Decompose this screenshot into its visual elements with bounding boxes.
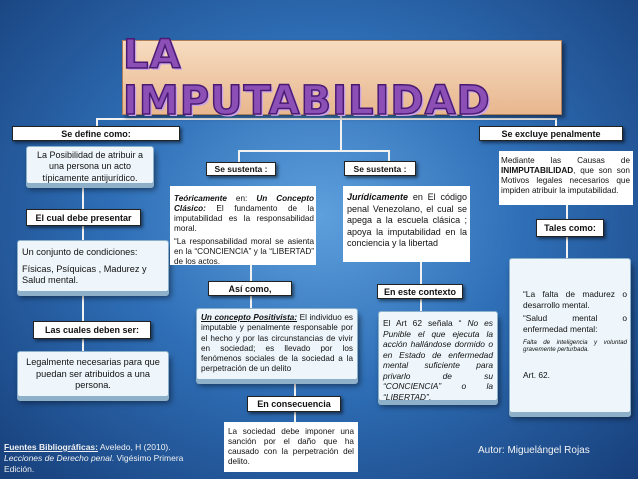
article-card: [378, 311, 498, 401]
item-2: “Salud mental o enfermedad mental:: [523, 312, 627, 334]
asi-como-header-label: Así como,: [228, 283, 272, 294]
such-as-header: [536, 219, 604, 237]
sustenta-header-1-label: Se sustenta :: [214, 164, 268, 174]
theoretical-quote: “La responsabilidad moral se asienta en la “CONCIENCIA” y la “LIBERTAD” de los actos.: [174, 237, 314, 266]
sustenta-header-2-label: Se sustenta :: [353, 163, 407, 174]
consequence-box: [224, 422, 358, 472]
sources-label: Fuentes Bibliográficas:: [4, 442, 98, 452]
exclude-rest: , que son son Motivos legales necesarios que impiden atribuir la imputabilidad.: [501, 166, 630, 195]
connector-left-2: [82, 226, 84, 240]
define-text: La Posibilidad de atribuir a una persona un acto típicamente antijurídico.: [36, 150, 144, 183]
connector-mid-stem: [340, 119, 342, 152]
present-header-label: El cual debe presentar: [35, 212, 132, 223]
theoretical-rest: El fundamento de la imputabilidad es la responsabilidad moral.: [174, 204, 314, 233]
exclude-bold: INIMPUTABILIDAD: [501, 166, 574, 175]
juridical-box: [343, 186, 470, 262]
article-end: .: [428, 391, 432, 402]
conditions-line2: Físicas, Psíquicas , Madurez y Salud mental.: [22, 263, 147, 285]
juridical-lead: Jurídicamente: [347, 192, 409, 202]
connector-cr-2: [420, 299, 422, 311]
exclude-box: [499, 151, 633, 205]
connector-left-3: [82, 293, 84, 321]
such-as-list: [523, 289, 627, 381]
connector-right-2: [566, 237, 568, 258]
connector-mid-horizontal: [238, 150, 388, 152]
must-header-label: Las cuales deben ser:: [44, 325, 140, 335]
connector-left-1: [82, 185, 84, 209]
positivist-concept: Un concepto Positivista:: [201, 313, 298, 322]
consequence-header: [247, 396, 341, 412]
sources: [4, 442, 204, 475]
sustenta-header-1: [206, 162, 276, 176]
exclude-header: [479, 126, 623, 141]
connector-center-2: [250, 296, 252, 308]
connector-center-left: [238, 150, 240, 162]
author: Autor: Miguelángel Rojas: [478, 445, 590, 456]
define-header: [12, 126, 180, 141]
juridical-rest: en El código penal Venezolano, el cual se apega a la escuela clásica ; apoya la imputabilidad en la conciencia y la libertad: [347, 192, 467, 249]
conditions-card: [17, 240, 169, 292]
item-3: Art. 62.: [523, 370, 550, 381]
define-card: [26, 146, 154, 184]
connector-cr-1: [420, 262, 422, 284]
present-header: [26, 209, 141, 226]
must-header: [33, 321, 151, 339]
positivist-card: [196, 308, 358, 380]
theoretical-mid: en:: [226, 194, 257, 203]
sources-rest: . Vigésimo Primera Edición.: [4, 453, 184, 475]
context-header: [377, 284, 463, 299]
sustenta-header-2: [344, 161, 416, 176]
such-as-header-label: Tales como:: [544, 223, 596, 233]
page-title: LA IMPUTABILIDAD: [123, 31, 491, 124]
connector-left-4: [82, 339, 84, 351]
item-1: “La falta de madurez o desarrollo mental.: [523, 289, 627, 310]
connector-center-4: [294, 412, 296, 422]
must-text: Legalmente necesarias para que puedan ser atribuidos a una persona.: [26, 357, 160, 390]
theoretical-lead: Teóricamente: [174, 194, 227, 203]
connector-center-3: [294, 380, 296, 396]
article-lead: El Art 62 señala “: [383, 318, 468, 328]
connector-center-1: [250, 265, 252, 281]
title-banner: [122, 31, 562, 124]
asi-como-header: [208, 281, 292, 296]
must-card: [17, 351, 169, 397]
positivist-rest: El individuo es imputable y penalmente responsable por el hecho y por las circunstancias de vivir en sociedad; es llevado por los fenómenos sociales de la sociedad a la perpetración de un delito: [201, 313, 353, 374]
sources-title: Lecciones de Derecho penal: [4, 453, 112, 464]
item-2-sub: Falta de inteligencia y voluntad gravemente perturbada.: [523, 338, 627, 354]
sources-author: Aveledo, H (2010).: [98, 442, 171, 452]
theoretical-concept: Un Concepto Clásico:: [174, 194, 314, 213]
exclude-header-label: Se excluye penalmente: [501, 128, 601, 139]
connector-right-1: [566, 205, 568, 219]
theoretical-box: [170, 186, 316, 265]
such-as-panel: [509, 258, 631, 413]
context-header-label: En este contexto: [383, 286, 457, 297]
consequence-text: La sociedad debe imponer una sanción por el daño que ha causado con la perpetración del delito.: [228, 427, 354, 466]
conditions-line1: Un conjunto de condiciones:: [22, 247, 138, 257]
article-text: No es Punible el que ejecuta la acción hallándose dormido o en Estado de enfermedad mental suficiente para privarlo de su “CONCIENCIA” o la “LIBERTAD”: [383, 318, 493, 402]
define-header-label: Se define como:: [61, 128, 131, 139]
exclude-lead: Mediante las Causas de: [501, 156, 630, 165]
consequence-header-label: En consecuencia: [257, 399, 331, 409]
